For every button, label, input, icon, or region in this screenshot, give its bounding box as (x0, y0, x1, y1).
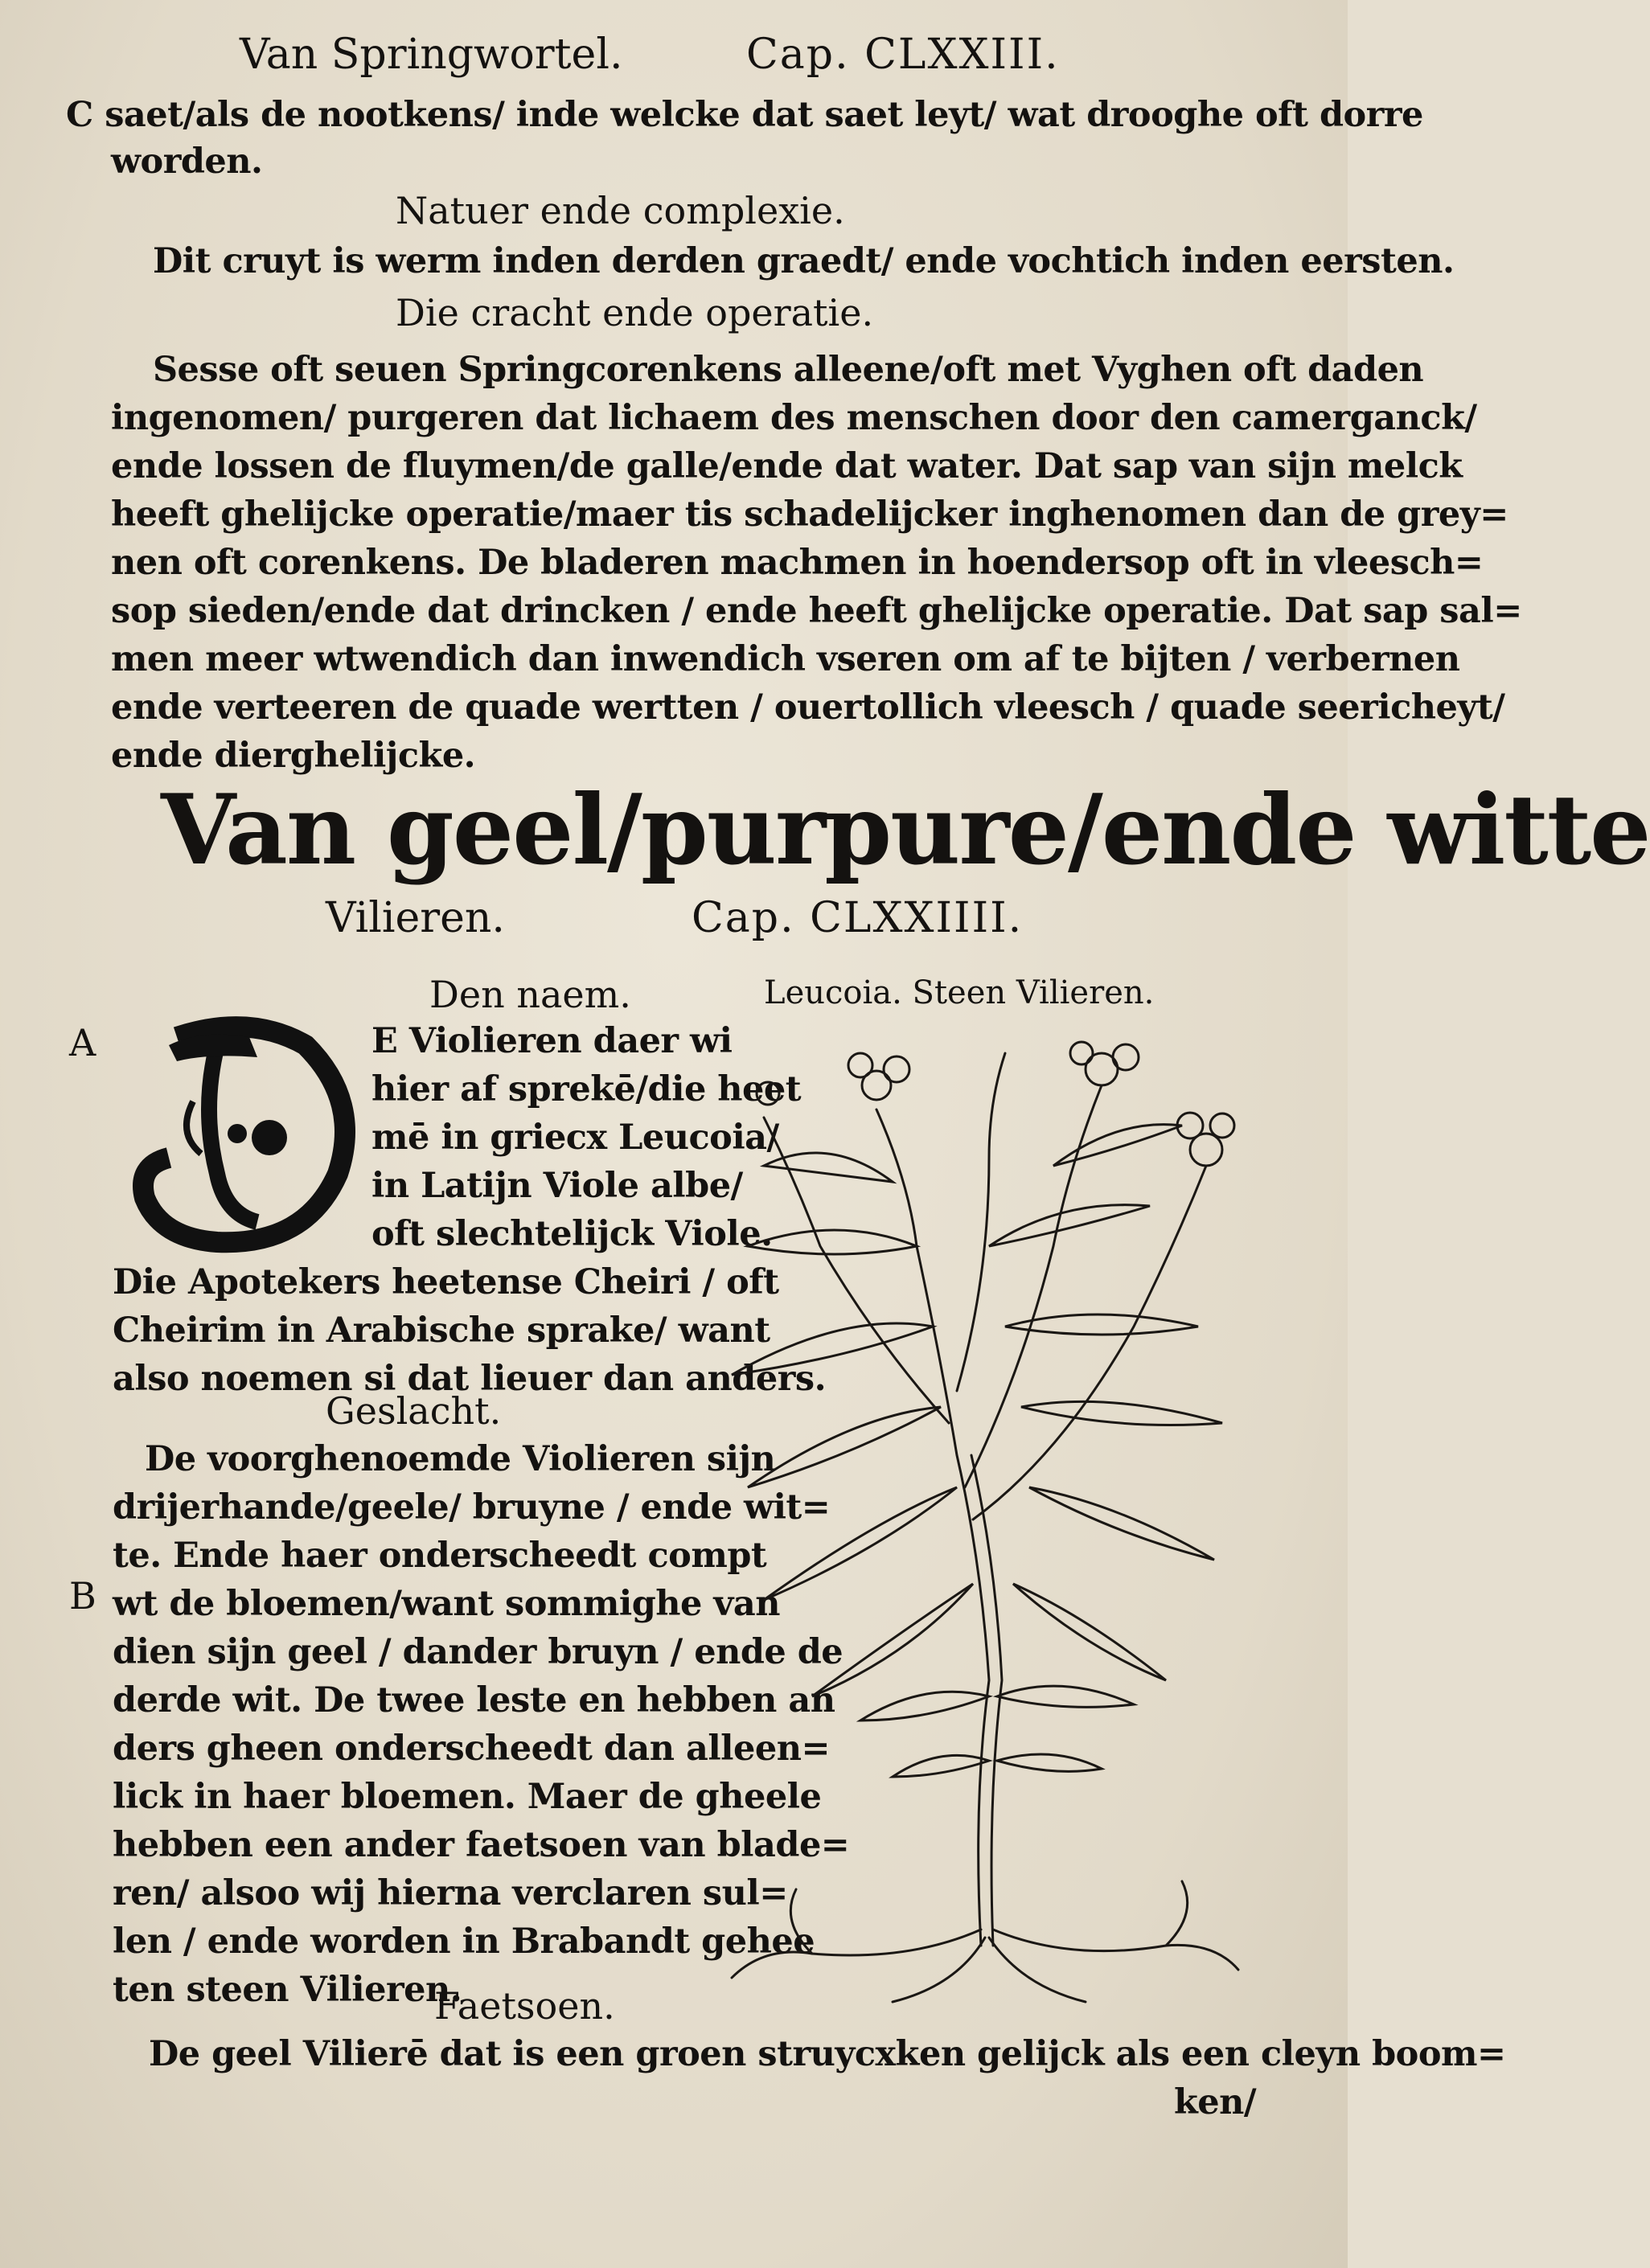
section-heading-geslacht: Geslacht. (326, 1389, 502, 1433)
text-line: ten steen Vilieren. (113, 1970, 462, 2010)
decorated-initial-d-icon (129, 1013, 362, 1254)
text-line: drijerhande/geele/ bruyne / ende wit= (113, 1487, 831, 1528)
section-heading-faetsoen: Faetsoen. (434, 1984, 615, 2028)
text-line: ders gheen onderscheedt dan alleen= (113, 1729, 831, 1769)
text-line: also noemen si dat lieuer dan anders. (113, 1359, 827, 1399)
section-heading-cracht: Die cracht ende operatie. (396, 291, 874, 334)
section-heading-naem: Den naem. (429, 973, 631, 1016)
text-line: hebben een ander faetsoen van blade= (113, 1825, 850, 1865)
text-line: wt de bloemen/want sommighe van (113, 1584, 780, 1624)
chapter-number: Cap. CLXXIIII. (692, 894, 1024, 942)
text-line: E Violieren daer wi (371, 1021, 733, 1061)
chapter-title: Van geel/purpure/ende witte (161, 773, 1650, 887)
text-line: in Latijn Viole albe/ (371, 1166, 743, 1206)
text-line: lick in haer bloemen. Maer de gheele (113, 1777, 822, 1817)
text-line: ende verteeren de quade wertten / ouertollich vleesch / quade seericheyt/ (111, 687, 1505, 728)
text-line: mē in griecx Leucoia/ (371, 1118, 779, 1158)
text-line: worden. (111, 141, 263, 182)
text-line: nen oft corenkens. De bladeren machmen in hoendersop oft in vleesch= (111, 543, 1484, 583)
text-line: C saet/als de nootkens/ inde welcke dat saet leyt/ wat drooghe oft dorre (66, 95, 1423, 135)
text-line: ende dierghelijcke. (111, 736, 476, 776)
section-heading-natuer: Natuer ende complexie. (396, 189, 845, 232)
text-line: men meer wtwendich dan inwendich vseren om af te bijten / verbernen (111, 639, 1460, 679)
text-line: ren/ alsoo wij hierna verclaren sul= (113, 1873, 788, 1913)
text-line: De geel Vilierē dat is een groen struycxken gelijck als een cleyn boom= (149, 2034, 1506, 2074)
running-header-right: Cap. CLXXIII. (746, 31, 1060, 79)
text-line: oft slechtelijck Viole. (371, 1214, 773, 1254)
text-line: Die Apotekers heetense Cheiri / oft (113, 1262, 779, 1302)
text-line: Sesse oft seuen Springcorenkens alleene/oft met Vyghen oft daden (153, 350, 1424, 390)
text-line: Dit cruyt is werm inden derden graedt/ ende vochtich inden eersten. (153, 241, 1455, 281)
text-line: ende lossen de fluymen/de galle/ende dat water. Dat sap van sijn melck (111, 446, 1463, 486)
running-header-left: Van Springwortel. (240, 31, 623, 79)
text-line: ken/ (1174, 2082, 1257, 2122)
text-line: sop sieden/ende dat drincken / ende heeft ghelijcke operatie. Dat sap sal= (111, 591, 1522, 631)
margin-letter-b: B (69, 1574, 96, 1618)
text-line: ingenomen/ purgeren dat lichaem des menschen door den camerganck/ (111, 398, 1477, 438)
text-line: Cheirim in Arabische sprake/ want (113, 1310, 770, 1351)
text-line: len / ende worden in Brabandt gehee (113, 1921, 815, 1962)
text-line: heeft ghelijcke operatie/maer tis schadelijcker inghenomen dan de grey= (111, 494, 1508, 535)
figure-caption: Leucoia. Steen Vilieren. (764, 974, 1155, 1011)
chapter-subtitle: Vilieren. (326, 894, 505, 942)
text-line: hier af sprekē/die heet (371, 1069, 802, 1109)
text-line: te. Ende haer onderscheedt compt (113, 1536, 767, 1576)
text-line: dien sijn geel / dander bruyn / ende de (113, 1632, 843, 1672)
text-line: derde wit. De twee leste en hebben an (113, 1680, 835, 1720)
text-line: De voorghenoemde Violieren sijn (145, 1439, 776, 1479)
margin-letter-a: A (69, 1021, 96, 1064)
plant-woodcut-illustration (716, 1037, 1246, 2018)
